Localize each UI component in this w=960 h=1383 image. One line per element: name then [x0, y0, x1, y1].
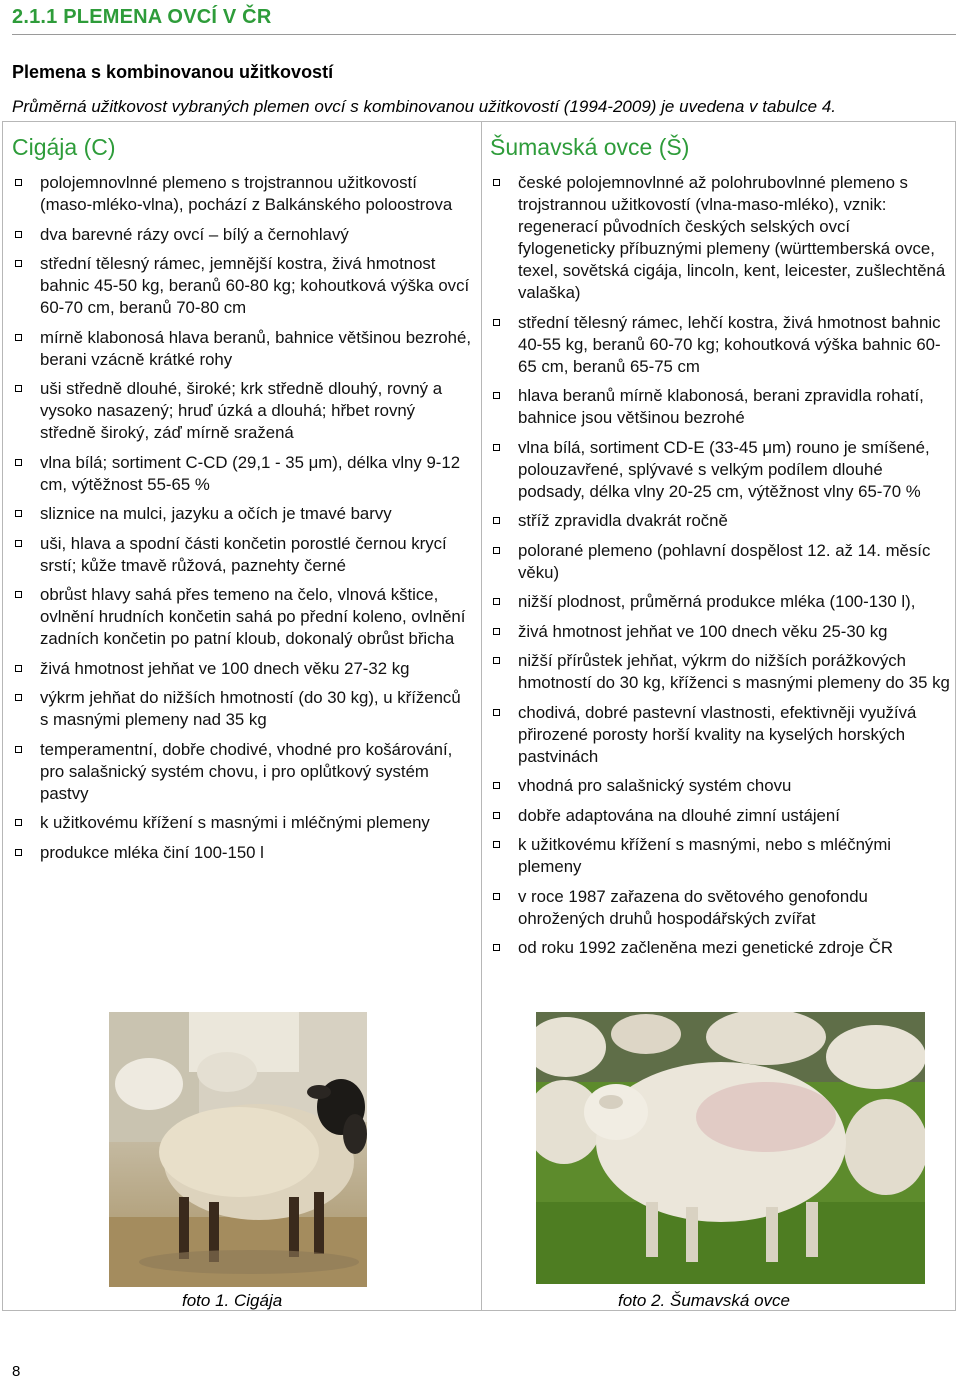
list-item-text: uši středně dlouhé, široké; krk středně dlouhý, rovný a vysoko nasazený; hruď úzká a dlouhá; hřbet rovný středně široký, záď mírně sražená — [40, 379, 443, 442]
bullet-square-icon — [15, 385, 22, 392]
subheading: Plemena s kombinovanou užitkovostí — [12, 62, 334, 82]
list-item — [12, 253, 472, 319]
list-item-text: nižší plodnost, průměrná produkce mléka (100-130 l), — [518, 592, 916, 611]
list-item — [12, 658, 472, 680]
list-item-text: od roku 1992 začleněna mezi genetické zdroje ČR — [518, 938, 893, 957]
list-item — [12, 739, 472, 805]
list-item-text: vlna bílá; sortiment C-CD (29,1 - 35 μm), délka vlny 9-12 cm, výtěžnost 55-65 % — [40, 452, 461, 494]
photo-caption-cigaja: foto 1. Cigája — [182, 1291, 283, 1310]
bullet-square-icon — [493, 547, 500, 554]
list-item — [12, 172, 472, 216]
list-item-text: mírně klabonosá hlava beranů, bahnice většinou bezrohé, berani vzácně krátké rohy — [40, 327, 472, 369]
bullet-square-icon — [493, 812, 500, 819]
bullet-square-icon — [493, 841, 500, 848]
section-title: 2.1.1 PLEMENA OVCÍ V ČR — [12, 6, 272, 28]
list-item-text: polorané plemeno (pohlavní dospělost 12. až 14. měsíc věku) — [518, 540, 931, 582]
list-item-text: k užitkovému křížení s masnými i mléčnými plemeny — [40, 813, 430, 832]
bullet-square-icon — [493, 657, 500, 664]
intro-text: Průměrná užitkovost vybraných plemen ovcí s kombinovanou užitkovostí (1994-2009) je uvedena v tabulce 4. — [12, 97, 956, 122]
bullet-square-icon — [15, 260, 22, 267]
bullet-square-icon — [15, 231, 22, 238]
list-item — [490, 805, 950, 827]
list-item — [490, 510, 950, 532]
bullet-square-icon — [15, 179, 22, 186]
list-item — [12, 533, 472, 577]
list-item — [490, 385, 950, 429]
bullet-square-icon — [493, 517, 500, 524]
bullet-square-icon — [15, 849, 22, 856]
breed-title-cigaja: Cigája (C) — [12, 134, 116, 160]
list-item — [490, 621, 950, 643]
bullet-square-icon — [15, 694, 22, 701]
list-item — [12, 452, 472, 496]
bullet-square-icon — [15, 819, 22, 826]
list-item — [12, 842, 472, 864]
bullet-square-icon — [493, 628, 500, 635]
bullet-square-icon — [493, 179, 500, 186]
bullet-square-icon — [15, 665, 22, 672]
bullet-square-icon — [15, 334, 22, 341]
list-item — [490, 886, 950, 930]
list-item — [490, 312, 950, 378]
list-item-text: k užitkovému křížení s masnými, nebo s mléčnými plemeny — [518, 835, 892, 876]
sumavska-column — [490, 133, 950, 967]
sumavska-photo-illustration — [536, 1012, 925, 1284]
bullet-square-icon — [15, 746, 22, 753]
list-item — [490, 540, 950, 584]
list-item-text: hlava beranů mírně klabonosá, berani zpravidla rohatí, bahnice jsou většinou bezrohé — [518, 386, 924, 427]
list-item-text: české polojemnovlnné až polohrubovlnné plemeno s trojstrannou užitkovostí (vlna-maso-mléko), vznik: regenerací původních českých selských ovcí fylogeneticky příbuznými plemeny (württemberská ovce, texel, sovětská cigája, lincoln, kent, leicester, zušlechtěná valaška) — [518, 173, 946, 302]
list-item-text: vlna bílá, sortiment CD-E (33-45 μm) rouno je smíšené, polouzavřené, splývavé s velkým podílem dlouhé podsady, délka vlny 20-25 cm, výtěžnost vlny 65-70 % — [518, 437, 930, 501]
bullet-square-icon — [15, 510, 22, 517]
list-item — [12, 378, 472, 444]
cigaja-photo-illustration — [109, 1012, 367, 1287]
list-item — [490, 702, 950, 768]
list-item-text: živá hmotnost jehňat ve 100 dnech věku 25-30 kg — [518, 621, 888, 641]
sumavska-photo — [536, 1012, 925, 1284]
bullet-square-icon — [15, 459, 22, 466]
list-item-text: vhodná pro salašnický systém chovu — [518, 776, 792, 795]
list-item — [490, 437, 950, 503]
cigaja-list — [12, 172, 472, 864]
list-item-text: nižší přírůstek jehňat, výkrm do nižších porážkových hmotností do 30 kg, kříženci s masnými plemeny do 35 kg — [518, 651, 950, 692]
list-item-text: střední tělesný rámec, jemnější kostra, živá hmotnost bahnic 45-50 kg, beranů 60-80 kg; kohoutková výška ovcí 60-70 cm, beranů 70-80 cm — [40, 254, 470, 317]
list-item-text: v roce 1987 zařazena do světového genofondu ohrožených druhů hospodářských zvířat — [518, 886, 868, 928]
list-item — [12, 327, 472, 371]
list-item — [490, 834, 950, 878]
list-item-text: dobře adaptována na dlouhé zimní ustájení — [518, 805, 840, 825]
cigaja-column — [12, 133, 472, 871]
bullet-square-icon — [493, 782, 500, 789]
list-item-text: polojemnovlnné plemeno s trojstrannou užitkovostí (maso-mléko-vlna), pochází z Balkánského poloostrova — [40, 173, 453, 214]
list-item-text: živá hmotnost jehňat ve 100 dnech věku 27-32 kg — [40, 658, 410, 678]
bullet-square-icon — [15, 591, 22, 598]
list-item-text: stříž zpravidla dvakrát ročně — [518, 511, 728, 530]
list-item-text: chodivá, dobré pastevní vlastnosti, efektivněji využívá přirozené porosty horší kvality na kyselých horských pastvinách — [518, 702, 917, 766]
list-item-text: sliznice na mulci, jazyku a očích je tmavé barvy — [40, 504, 392, 523]
list-item — [490, 937, 950, 959]
bullet-square-icon — [15, 540, 22, 547]
bullet-square-icon — [493, 709, 500, 716]
bullet-square-icon — [493, 444, 500, 451]
list-item-text: obrůst hlavy sahá přes temeno na čelo, vlnová kštice, ovlnění hrudních končetin sahá po přední koleno, ovlnění zadních končetin po patní kloub, dokonalý obrůst břicha — [40, 585, 466, 648]
list-item-text: výkrm jehňat do nižších hmotností (do 30 kg), u kříženců s masnými plemeny nad 35 kg — [40, 688, 461, 729]
list-item-text: temperamentní, dobře chodivé, vhodné pro košárování, pro salašnický systém chovu, i pro oplůtkový systém pastvy — [40, 739, 453, 803]
list-item — [490, 775, 950, 797]
bullet-square-icon — [493, 598, 500, 605]
list-item-text: střední tělesný rámec, lehčí kostra, živá hmotnost bahnic 40-55 kg, beranů 60-70 kg; kohoutková výška bahnic 60-65 cm, beranů 65-75 cm — [518, 312, 941, 376]
list-item-text: produkce mléka činí 100-150 l — [40, 842, 264, 862]
list-item — [12, 812, 472, 834]
list-item — [12, 503, 472, 525]
bullet-square-icon — [493, 319, 500, 326]
list-item-text: dva barevné rázy ovcí – bílý a černohlavý — [40, 224, 349, 244]
column-divider — [481, 121, 482, 1311]
page-number: 8 — [12, 1363, 21, 1380]
list-item — [12, 584, 472, 650]
list-item-text: uši, hlava a spodní části končetin porostlé černou krycí srstí; kůže tmavě růžová, paznehty černé — [40, 533, 447, 575]
list-item — [490, 591, 950, 613]
list-item — [490, 172, 950, 304]
title-rule — [12, 34, 956, 35]
cigaja-photo — [109, 1012, 367, 1287]
list-item — [12, 687, 472, 731]
list-item — [12, 224, 472, 246]
bullet-square-icon — [493, 392, 500, 399]
photo-caption-sumavska: foto 2. Šumavská ovce — [618, 1291, 790, 1310]
sumavska-list — [490, 172, 950, 959]
bullet-square-icon — [493, 893, 500, 900]
breed-title-sumavska: Šumavská ovce (Š) — [490, 134, 690, 160]
list-item — [490, 650, 950, 694]
bullet-square-icon — [493, 944, 500, 951]
